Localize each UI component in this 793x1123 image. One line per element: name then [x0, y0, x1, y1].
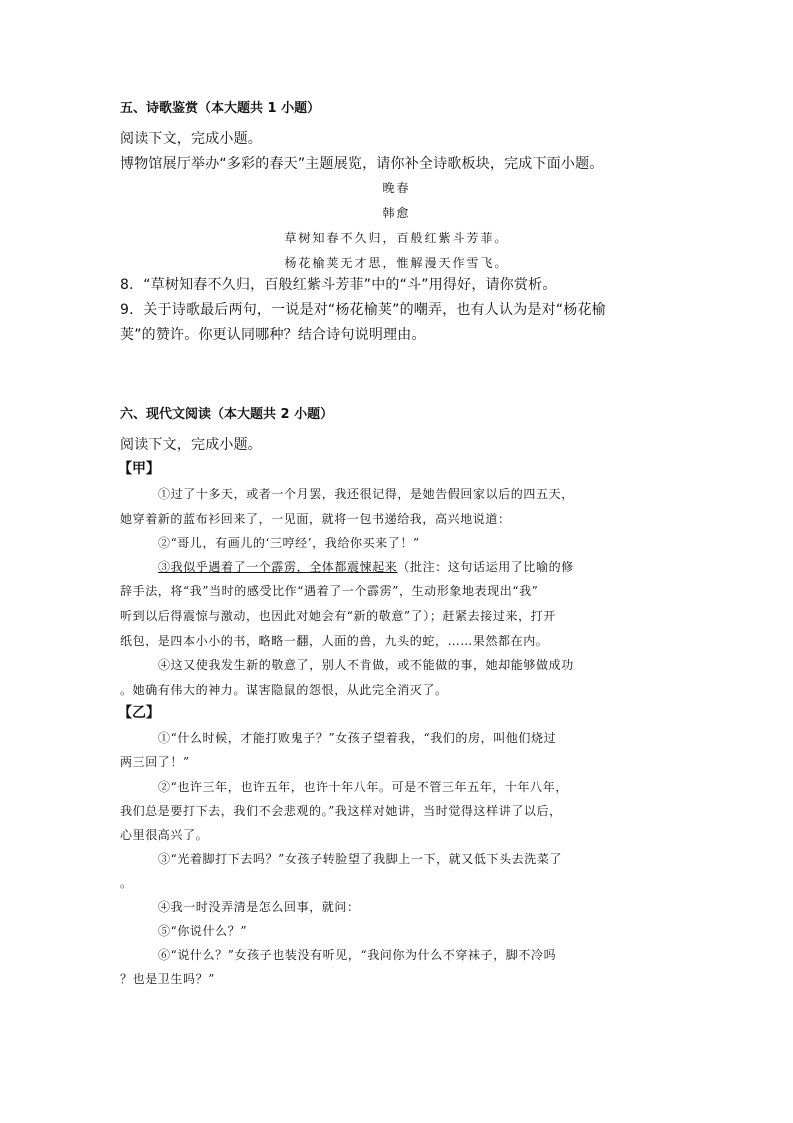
question-9-line-2: 荚”的赞许。你更认同哪种？结合诗句说明理由。 — [120, 327, 426, 343]
poem-author: 韩愈 — [382, 206, 411, 220]
passage-label-jia: 【甲】 — [118, 461, 160, 477]
annotation-text: （批注：这句话运用了比喻的修 — [397, 560, 574, 574]
poem-line-1: 草树知春不久归，百般红紫斗芳菲。 — [284, 231, 509, 245]
passage-yi-paragraph-1-line-2: 两三回了！” — [120, 755, 190, 769]
passage-jia-paragraph-1-line-2: 她穿着新的蓝布衫回来了，一见面，就将一包书递给我，高兴地说道： — [120, 512, 511, 526]
passage-jia-paragraph-2: ②“哥儿，有画儿的‘三哼经’，我给你买来了！” — [158, 536, 420, 550]
passage-yi-paragraph-4: ④我一时没弄清是怎么回事，就问： — [158, 900, 360, 914]
passage-jia-paragraph-3-line-4: 纸包，是四本小小的书，略略一翻，人面的兽，九头的蛇，……果然都在内。 — [120, 634, 549, 648]
passage-yi-paragraph-2-line-3: 心里很高兴了。 — [120, 828, 209, 842]
instruction-text: 阅读下文，完成小题。 — [120, 131, 262, 147]
question-8: 8．“草树知春不久归，百般红紫斗芳菲”中的“斗”用得好，请你赏析。 — [120, 277, 557, 293]
passage-yi-paragraph-2-line-1: ②“也许三年，也许五年，也许十年八年。可是不管三年五年，十年八年， — [158, 780, 568, 794]
passage-jia-paragraph-3-line-2: 辞手法，将“我”当时的感受比作“遇着了一个霹雳”，生动形象地表现出“我” — [120, 584, 539, 598]
passage-jia-paragraph-4-line-1: ④这又使我发生新的敬意了，别人不肯做，或不能做的事，她却能够做成功 — [158, 658, 574, 672]
section-heading-modern-reading: 六、现代文阅读（本大题共 2 小题） — [120, 407, 334, 422]
passage-jia-paragraph-1-line-1: ①过了十多天，或者一个月罢，我还很记得，是她告假回家以后的四五天， — [158, 487, 574, 501]
passage-jia-paragraph-4-line-2: 。她确有伟大的神力。谋害隐鼠的怨恨，从此完全消灭了。 — [120, 683, 448, 697]
poem-title: 晚春 — [382, 181, 411, 195]
passage-jia-paragraph-3-line-1 — [158, 558, 574, 575]
instruction-text: 阅读下文，完成小题。 — [120, 437, 262, 453]
passage-yi-paragraph-3-line-1: ③“光着脚打下去吗？”女孩子转脸望了我脚上一下，就又低下头去洗菜了 — [158, 852, 563, 866]
underlined-sentence: ③我似乎遇着了一个霹雳，全体都震悚起来 — [158, 560, 398, 574]
passage-yi-paragraph-5: ⑤“你说什么？” — [158, 924, 248, 938]
passage-yi-paragraph-6-line-1: ⑥“说什么？”女孩子也装没有听见，“我问你为什么不穿袜子，脚不冷吗 — [158, 948, 557, 962]
context-text: 博物馆展厅举办“多彩的春天”主题展览，请你补全诗歌板块，完成下面小题。 — [120, 156, 604, 172]
question-9-line-1: 9．关于诗歌最后两句，一说是对“杨花榆荚”的嘲弄，也有人认为是对“杨花榆 — [120, 302, 606, 318]
passage-yi-paragraph-2-line-2: 我们总是要打下去，我们不会悲观的。”我这样对她讲，当时觉得这样讲了以后， — [120, 804, 562, 818]
passage-yi-paragraph-1-line-1: ①“什么时候，才能打败鬼子？”女孩子望着我，“我们的房，叫他们烧过 — [158, 731, 557, 745]
passage-yi-paragraph-6-line-2: ？也是卫生吗？” — [120, 972, 215, 986]
section-heading-poetry: 五、诗歌鉴赏（本大题共 1 小题） — [120, 101, 321, 116]
poem-line-2: 杨花榆荚无才思，惟解漫天作雪飞。 — [284, 256, 509, 270]
passage-yi-paragraph-3-line-2: 。 — [120, 876, 133, 890]
passage-label-yi: 【乙】 — [118, 705, 160, 721]
passage-jia-paragraph-3-line-3: 听到以后得震惊与激动，也因此对她会有“新的敬意”了）；赶紧去接过来，打开 — [120, 609, 556, 623]
